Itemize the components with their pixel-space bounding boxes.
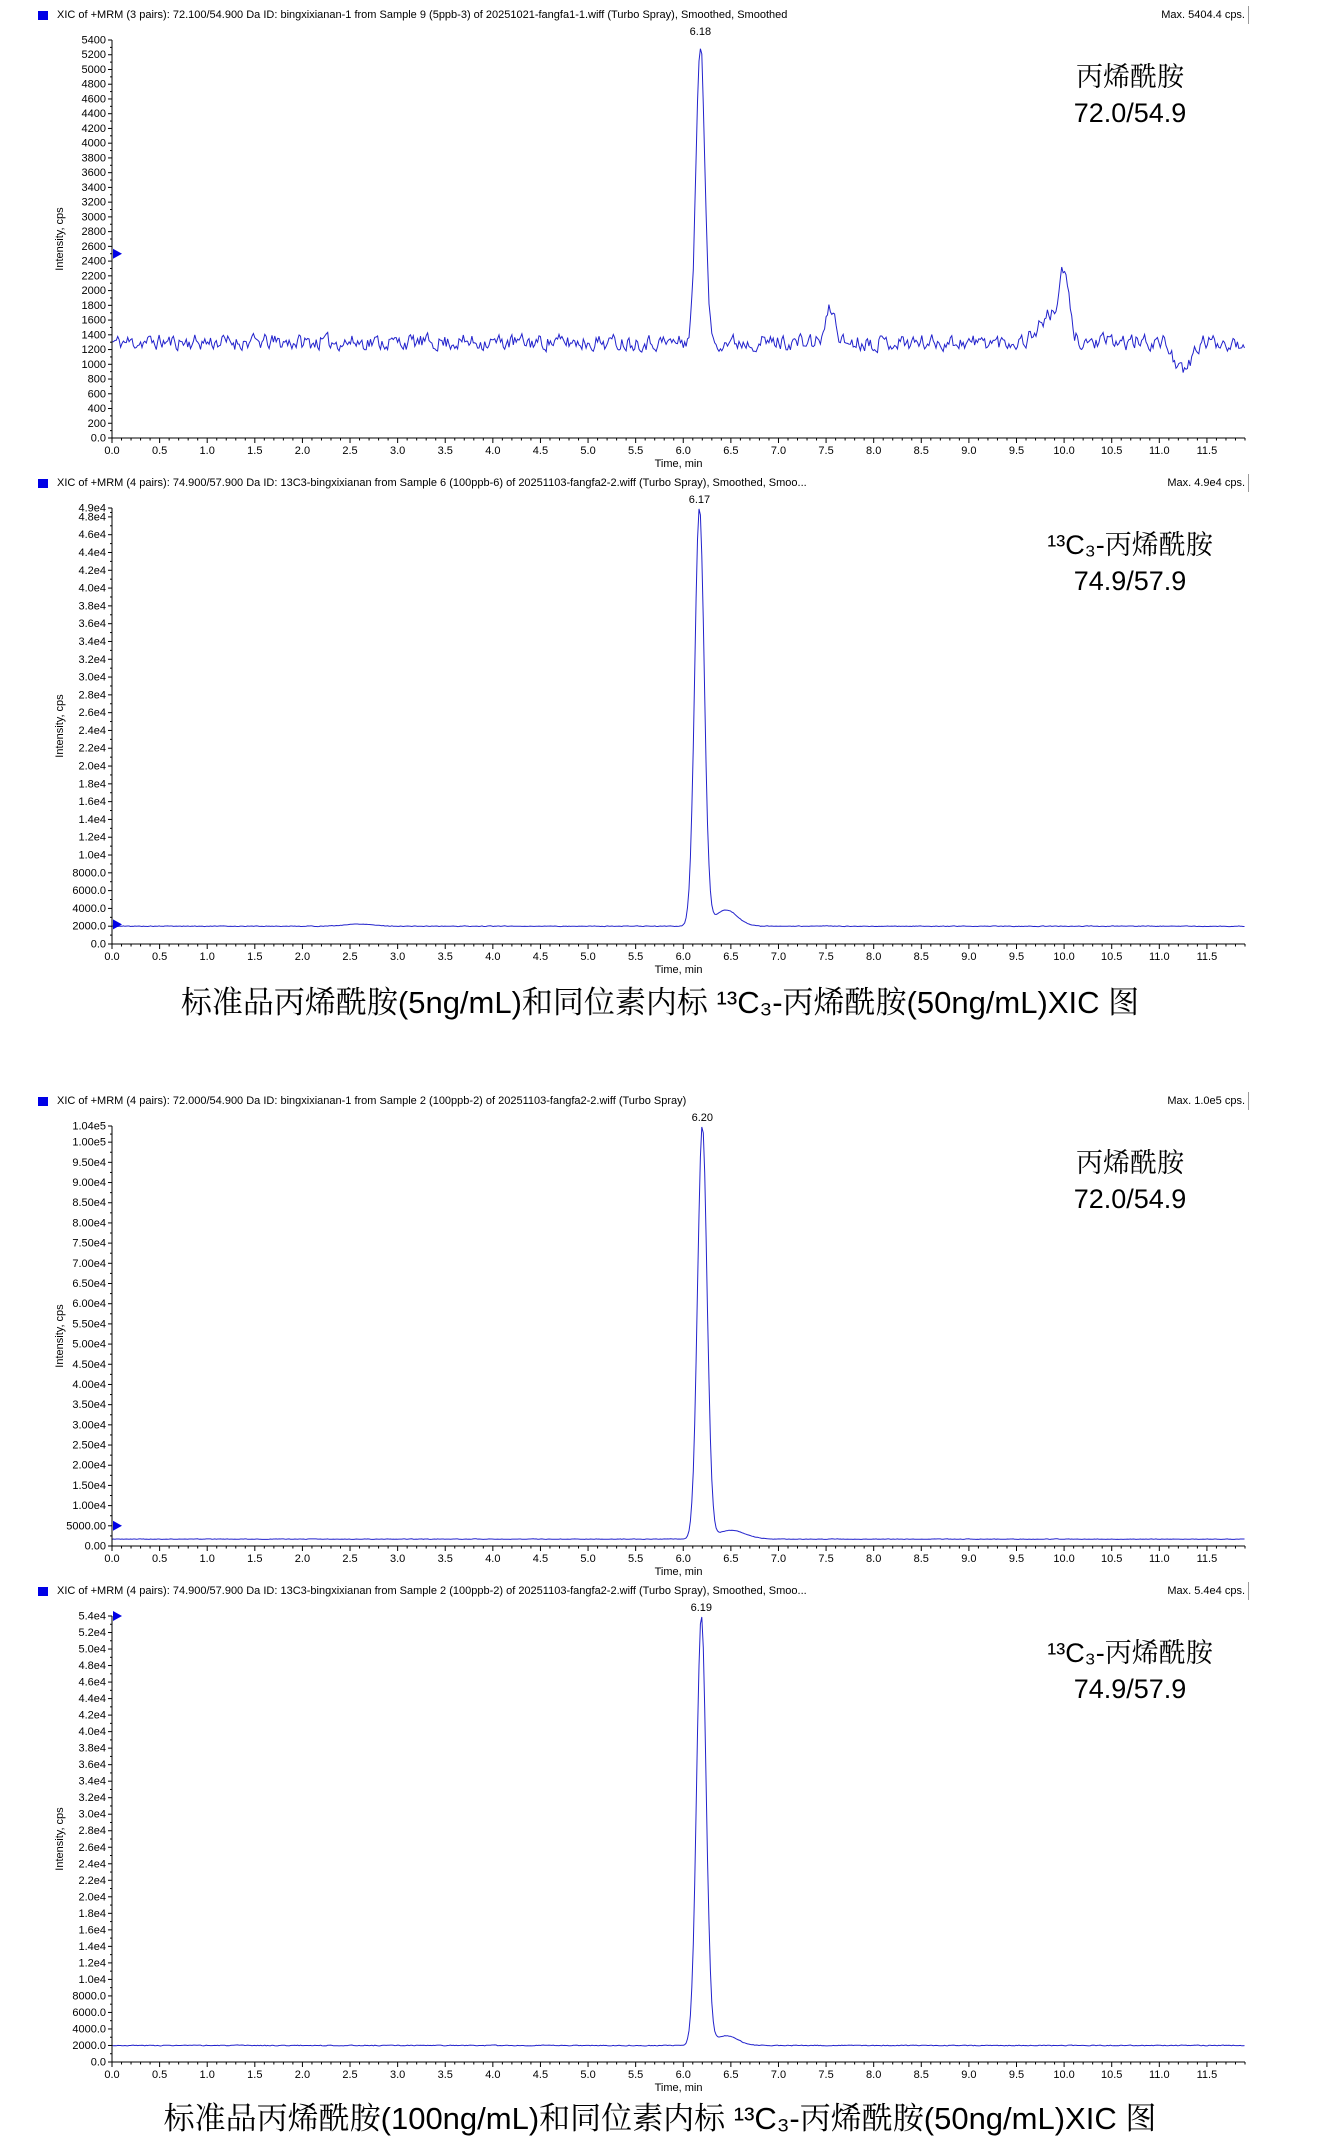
x-tick-label: 2.5: [342, 445, 358, 457]
x-tick-label: 5.0: [580, 1553, 596, 1565]
annotation-compound-name: ¹³C₃-丙烯酰胺: [1047, 1638, 1213, 1668]
x-tick-label: 9.5: [1008, 445, 1025, 457]
x-tick-label: 9.0: [961, 445, 977, 457]
x-tick-label: 9.0: [961, 951, 977, 963]
y-tick-label: 4.8e4: [78, 1660, 106, 1673]
chromatogram-panel-3: [0, 1092, 1320, 1580]
x-tick-label: 0.5: [151, 1553, 168, 1565]
y-tick-label: 2600: [81, 240, 106, 253]
y-tick-label: 4.50e4: [72, 1358, 106, 1371]
y-tick-label: 5.4e4: [78, 1610, 106, 1623]
y-tick-label: 7.50e4: [72, 1237, 106, 1250]
figure-caption-1: 标准品丙烯酰胺(5ng/mL)和同位素内标 ¹³C₃-丙烯酰胺(50ng/mL)XIC 图: [180, 985, 1140, 1020]
x-tick-label: 10.5: [1100, 1553, 1123, 1565]
x-tick-label: 1.0: [199, 445, 215, 457]
y-tick-label: 3.8e4: [78, 600, 106, 613]
y-tick-label: 4600: [81, 93, 106, 106]
y-tick-label: 4000.0: [72, 2023, 106, 2036]
x-tick-label: 3.0: [389, 2069, 406, 2081]
x-tick-label: 8.5: [913, 445, 929, 457]
y-tick-label: 5.50e4: [72, 1318, 106, 1331]
x-tick-label: 10.0: [1053, 951, 1075, 963]
peak-rt-label: 6.20: [691, 1112, 714, 1124]
y-tick-label: 1.00e5: [72, 1136, 106, 1149]
x-tick-label: 8.5: [913, 1553, 929, 1565]
x-tick-label: 4.5: [532, 951, 549, 963]
chromatogram-plot: [0, 1600, 1320, 2096]
y-tick-label: 1.6e4: [78, 1924, 106, 1937]
x-tick-label: 6.5: [723, 951, 739, 963]
y-tick-label: 2.4e4: [78, 1858, 106, 1871]
x-tick-label: 6.0: [675, 445, 691, 457]
y-tick-label: 8.50e4: [72, 1197, 106, 1210]
y-tick-label: 8000.0: [72, 867, 106, 880]
x-tick-label: 3.5: [437, 1553, 453, 1565]
x-tick-label: 1.5: [247, 2069, 263, 2081]
y-tick-label: 0.0: [90, 938, 106, 951]
y-tick-label: 3.6e4: [78, 618, 106, 631]
y-tick-label: 3.8e4: [78, 1742, 106, 1755]
x-tick-label: 4.5: [532, 2069, 549, 2081]
y-tick-label: 4.2e4: [78, 564, 106, 577]
x-tick-label: 11.5: [1196, 2069, 1218, 2081]
chromatogram-plot: [0, 492, 1320, 978]
x-tick-label: 3.0: [389, 1553, 406, 1565]
pane-max-intensity: Max. 5404.4 cps.: [1161, 9, 1245, 21]
y-tick-label: 3200: [81, 196, 106, 209]
x-tick-label: 11.0: [1149, 951, 1170, 963]
legend-swatch-icon: [38, 479, 48, 488]
y-tick-label: 4.9e4: [78, 502, 106, 515]
y-tick-label: 6000.0: [72, 885, 106, 898]
x-tick-label: 10.5: [1100, 2069, 1123, 2081]
x-tick-label: 11.5: [1196, 951, 1218, 963]
y-tick-label: 5.00e4: [72, 1338, 106, 1351]
y-tick-label: 6.00e4: [72, 1298, 106, 1311]
x-tick-label: 2.5: [342, 951, 358, 963]
x-tick-label: 1.5: [247, 445, 263, 457]
y-tick-label: 2000: [81, 285, 106, 298]
peak-rt-label: 6.19: [690, 1602, 713, 1614]
y-tick-label: 1.8e4: [78, 1907, 106, 1920]
x-tick-label: 3.0: [389, 445, 406, 457]
x-tick-label: 8.0: [866, 1553, 882, 1565]
chromatogram-plot: [0, 24, 1320, 472]
x-tick-label: 9.0: [961, 2069, 977, 2081]
x-tick-label: 8.5: [913, 2069, 929, 2081]
x-tick-label: 5.5: [628, 445, 644, 457]
legend-swatch-icon: [38, 1587, 48, 1596]
x-tick-label: 9.5: [1008, 2069, 1025, 2081]
x-tick-label: 6.5: [723, 1553, 739, 1565]
y-tick-label: 1200: [81, 344, 106, 357]
x-tick-label: 8.0: [866, 951, 882, 963]
chromatogram-panel-1: [0, 6, 1320, 472]
y-tick-label: 1.2e4: [78, 831, 106, 844]
y-tick-label: 4000.0: [72, 902, 106, 915]
x-tick-label: 0.0: [104, 2069, 120, 2081]
y-tick-label: 3000: [81, 211, 106, 224]
x-tick-label: 3.5: [437, 445, 453, 457]
y-tick-label: 0.0: [90, 2056, 106, 2069]
y-tick-label: 1.4e4: [78, 813, 106, 826]
annotation-transition: 74.9/57.9: [1073, 1674, 1187, 1704]
y-tick-label: 4.4e4: [78, 1693, 106, 1706]
x-tick-label: 11.0: [1149, 1553, 1170, 1565]
pane-max-intensity: Max. 5.4e4 cps.: [1167, 1585, 1245, 1597]
y-tick-label: 4400: [81, 108, 106, 121]
pane-header: [38, 1582, 1249, 1600]
y-tick-label: 1800: [81, 299, 106, 312]
x-tick-label: 4.0: [485, 1553, 501, 1565]
y-tick-label: 1600: [81, 314, 106, 327]
x-tick-label: 5.5: [628, 2069, 644, 2081]
y-tick-label: 1.0e4: [78, 849, 106, 862]
y-tick-label: 2.6e4: [78, 707, 106, 720]
y-tick-label: 2.8e4: [78, 689, 106, 702]
y-tick-label: 3400: [81, 181, 106, 194]
y-tick-label: 2.0e4: [78, 760, 106, 773]
x-tick-label: 7.0: [770, 1553, 787, 1565]
annotation-compound-name: 丙烯酰胺: [1076, 1148, 1184, 1178]
x-axis-title: Time, min: [654, 458, 703, 470]
x-tick-label: 2.0: [294, 445, 311, 457]
x-tick-label: 5.0: [580, 2069, 596, 2081]
x-axis-title: Time, min: [654, 2082, 703, 2094]
y-tick-label: 2000.0: [72, 2039, 106, 2052]
x-tick-label: 5.5: [628, 951, 644, 963]
y-tick-label: 2.8e4: [78, 1825, 106, 1838]
pane-title: XIC of +MRM (4 pairs): 74.900/57.900 Da ID: 13C3-bingxixianan from Sample 6 (100ppb-6) of 20251103-fangfa2-2.wiff (Turbo Spray), Smoothed, Smoo...: [57, 477, 807, 489]
y-tick-label: 9.00e4: [72, 1177, 106, 1190]
y-tick-label: 4800: [81, 78, 106, 91]
axis-marker-icon: [113, 1521, 122, 1531]
pane-title: XIC of +MRM (4 pairs): 74.900/57.900 Da ID: 13C3-bingxixianan from Sample 2 (100ppb-2) of 20251103-fangfa2-2.wiff (Turbo Spray), Smoothed, Smoo...: [57, 1585, 807, 1597]
x-tick-label: 7.0: [770, 951, 787, 963]
y-tick-label: 5400: [81, 34, 106, 47]
x-tick-label: 5.0: [580, 951, 596, 963]
y-tick-label: 6000.0: [72, 2006, 106, 2019]
x-tick-label: 6.0: [675, 1553, 691, 1565]
y-tick-label: 1.00e4: [72, 1500, 106, 1513]
x-tick-label: 0.0: [104, 1553, 120, 1565]
x-tick-label: 7.0: [770, 445, 787, 457]
x-axis-title: Time, min: [654, 964, 703, 976]
y-tick-label: 4.0e4: [78, 1726, 106, 1739]
x-tick-label: 10.0: [1053, 2069, 1075, 2081]
x-tick-label: 6.0: [675, 2069, 691, 2081]
y-tick-label: 1.4e4: [78, 1940, 106, 1953]
x-tick-label: 10.5: [1100, 445, 1123, 457]
x-tick-label: 11.0: [1149, 445, 1170, 457]
y-tick-label: 4.00e4: [72, 1378, 106, 1391]
x-tick-label: 4.0: [485, 2069, 501, 2081]
x-tick-label: 11.0: [1149, 2069, 1170, 2081]
x-tick-label: 11.5: [1196, 1553, 1218, 1565]
x-tick-label: 6.5: [723, 2069, 739, 2081]
y-tick-label: 0.0: [90, 432, 106, 445]
pane-header: [38, 6, 1249, 24]
y-tick-label: 5000: [81, 63, 106, 76]
chromatogram-panel-2: [0, 474, 1320, 978]
y-tick-label: 3600: [81, 167, 106, 180]
y-tick-label: 4000: [81, 137, 106, 150]
x-tick-label: 7.5: [818, 951, 834, 963]
y-tick-label: 0.00: [84, 1540, 106, 1553]
x-tick-label: 10.0: [1053, 445, 1075, 457]
y-tick-label: 2.2e4: [78, 1874, 106, 1887]
y-tick-label: 2200: [81, 270, 106, 283]
pane-max-intensity: Max. 4.9e4 cps.: [1167, 477, 1245, 489]
y-axis-title: Intensity, cps: [54, 207, 66, 271]
x-tick-label: 2.5: [342, 1553, 358, 1565]
annotation-transition: 74.9/57.9: [1073, 566, 1187, 596]
x-tick-label: 0.5: [151, 951, 168, 963]
y-tick-label: 200: [87, 417, 106, 430]
y-tick-label: 800: [87, 373, 106, 386]
x-tick-label: 10.5: [1100, 951, 1123, 963]
pane-header: [38, 1092, 1249, 1110]
pane-title: XIC of +MRM (3 pairs): 72.100/54.900 Da ID: bingxixianan-1 from Sample 9 (5ppb-3) of 20251021-fangfa1-1.wiff (Turbo Spray), Smoothed, Smoothed: [57, 9, 788, 21]
y-tick-label: 8.00e4: [72, 1217, 106, 1230]
x-tick-label: 2.0: [294, 1553, 311, 1565]
x-tick-label: 10.0: [1053, 1553, 1075, 1565]
x-tick-label: 1.0: [199, 1553, 215, 1565]
y-tick-label: 4200: [81, 122, 106, 135]
y-tick-label: 1.04e5: [72, 1120, 106, 1133]
x-tick-label: 3.5: [437, 2069, 453, 2081]
peak-rt-label: 6.17: [688, 494, 711, 506]
y-tick-label: 1.6e4: [78, 796, 106, 809]
x-tick-label: 6.5: [723, 445, 739, 457]
y-tick-label: 2400: [81, 255, 106, 268]
pane-title: XIC of +MRM (4 pairs): 72.000/54.900 Da ID: bingxixianan-1 from Sample 2 (100ppb-2) of 20251103-fangfa2-2.wiff (Turbo Spray): [57, 1095, 687, 1107]
y-tick-label: 1.8e4: [78, 778, 106, 791]
x-axis-title: Time, min: [654, 1566, 703, 1578]
y-tick-label: 1.50e4: [72, 1479, 106, 1492]
x-tick-label: 1.0: [199, 951, 215, 963]
x-tick-label: 0.0: [104, 951, 120, 963]
y-tick-label: 7.00e4: [72, 1257, 106, 1270]
x-tick-label: 7.5: [818, 2069, 834, 2081]
y-tick-label: 2.00e4: [72, 1459, 106, 1472]
y-tick-label: 3.4e4: [78, 635, 106, 648]
x-tick-label: 1.5: [247, 1553, 263, 1565]
y-tick-label: 5.0e4: [78, 1643, 106, 1656]
x-tick-label: 2.5: [342, 2069, 358, 2081]
y-tick-label: 3.0e4: [78, 671, 106, 684]
annotation-compound-name: 丙烯酰胺: [1076, 62, 1184, 92]
x-tick-label: 7.5: [818, 445, 834, 457]
axis-marker-icon: [113, 1611, 122, 1621]
axis-marker-icon: [113, 919, 122, 929]
y-tick-label: 2000.0: [72, 920, 106, 933]
figure-caption-2: 标准品丙烯酰胺(100ng/mL)和同位素内标 ¹³C₃-丙烯酰胺(50ng/mL)XIC 图: [163, 2101, 1157, 2136]
legend-swatch-icon: [38, 11, 48, 20]
y-axis-title: Intensity, cps: [54, 1807, 66, 1871]
y-tick-label: 2.0e4: [78, 1891, 106, 1904]
y-tick-label: 9.50e4: [72, 1156, 106, 1169]
y-tick-label: 5.2e4: [78, 1627, 106, 1640]
y-tick-label: 3.00e4: [72, 1419, 106, 1432]
chromatogram-plot: [0, 1110, 1320, 1580]
x-tick-label: 0.0: [104, 445, 120, 457]
y-tick-label: 3.2e4: [78, 653, 106, 666]
y-tick-label: 2.6e4: [78, 1841, 106, 1854]
x-tick-label: 2.0: [294, 951, 311, 963]
y-tick-label: 3.6e4: [78, 1759, 106, 1772]
y-tick-label: 1000: [81, 358, 106, 371]
y-axis-title: Intensity, cps: [54, 694, 66, 758]
y-tick-label: 4.8e4: [78, 511, 106, 524]
x-tick-label: 1.5: [247, 951, 263, 963]
y-tick-label: 3.2e4: [78, 1792, 106, 1805]
x-tick-label: 7.0: [770, 2069, 787, 2081]
annotation-transition: 72.0/54.9: [1073, 1184, 1187, 1214]
y-tick-label: 600: [87, 388, 106, 401]
y-tick-label: 1.0e4: [78, 1973, 106, 1986]
y-tick-label: 3800: [81, 152, 106, 165]
y-tick-label: 5200: [81, 49, 106, 62]
x-tick-label: 1.0: [199, 2069, 215, 2081]
x-tick-label: 3.0: [389, 951, 406, 963]
x-tick-label: 6.0: [675, 951, 691, 963]
x-tick-label: 7.5: [818, 1553, 834, 1565]
chromatogram-panel-4: [0, 1582, 1320, 2096]
x-tick-label: 5.5: [628, 1553, 644, 1565]
axis-marker-icon: [113, 249, 122, 259]
legend-swatch-icon: [38, 1097, 48, 1106]
x-tick-label: 0.5: [151, 445, 168, 457]
y-tick-label: 2.4e4: [78, 724, 106, 737]
y-tick-label: 400: [87, 403, 106, 416]
y-tick-label: 3.50e4: [72, 1399, 106, 1412]
y-tick-label: 1400: [81, 329, 106, 342]
y-tick-label: 3.0e4: [78, 1808, 106, 1821]
y-tick-label: 5000.00: [66, 1520, 106, 1533]
x-tick-label: 4.5: [532, 445, 549, 457]
y-tick-label: 2.2e4: [78, 742, 106, 755]
annotation-compound-name: ¹³C₃-丙烯酰胺: [1047, 530, 1213, 560]
x-tick-label: 9.5: [1008, 1553, 1025, 1565]
x-tick-label: 9.0: [961, 1553, 977, 1565]
x-tick-label: 2.0: [294, 2069, 311, 2081]
x-tick-label: 4.0: [485, 445, 501, 457]
pane-max-intensity: Max. 1.0e5 cps.: [1167, 1095, 1245, 1107]
peak-rt-label: 6.18: [689, 26, 712, 38]
y-tick-label: 4.2e4: [78, 1709, 106, 1722]
x-tick-label: 8.5: [913, 951, 929, 963]
x-tick-label: 4.0: [485, 951, 501, 963]
y-tick-label: 8000.0: [72, 1990, 106, 2003]
x-tick-label: 8.0: [866, 2069, 882, 2081]
pane-header: [38, 474, 1249, 492]
x-tick-label: 9.5: [1008, 951, 1025, 963]
y-tick-label: 4.6e4: [78, 529, 106, 542]
y-tick-label: 2800: [81, 226, 106, 239]
y-tick-label: 2.50e4: [72, 1439, 106, 1452]
y-tick-label: 4.0e4: [78, 582, 106, 595]
annotation-transition: 72.0/54.9: [1073, 98, 1187, 128]
y-tick-label: 4.6e4: [78, 1676, 106, 1689]
x-tick-label: 3.5: [437, 951, 453, 963]
x-tick-label: 0.5: [151, 2069, 168, 2081]
y-tick-label: 1.2e4: [78, 1957, 106, 1970]
x-tick-label: 11.5: [1196, 445, 1218, 457]
y-tick-label: 4.4e4: [78, 546, 106, 559]
x-tick-label: 8.0: [866, 445, 882, 457]
y-tick-label: 6.50e4: [72, 1278, 106, 1290]
x-tick-label: 5.0: [580, 445, 596, 457]
y-axis-title: Intensity, cps: [54, 1304, 66, 1368]
x-tick-label: 4.5: [532, 1553, 549, 1565]
y-tick-label: 3.4e4: [78, 1775, 106, 1788]
